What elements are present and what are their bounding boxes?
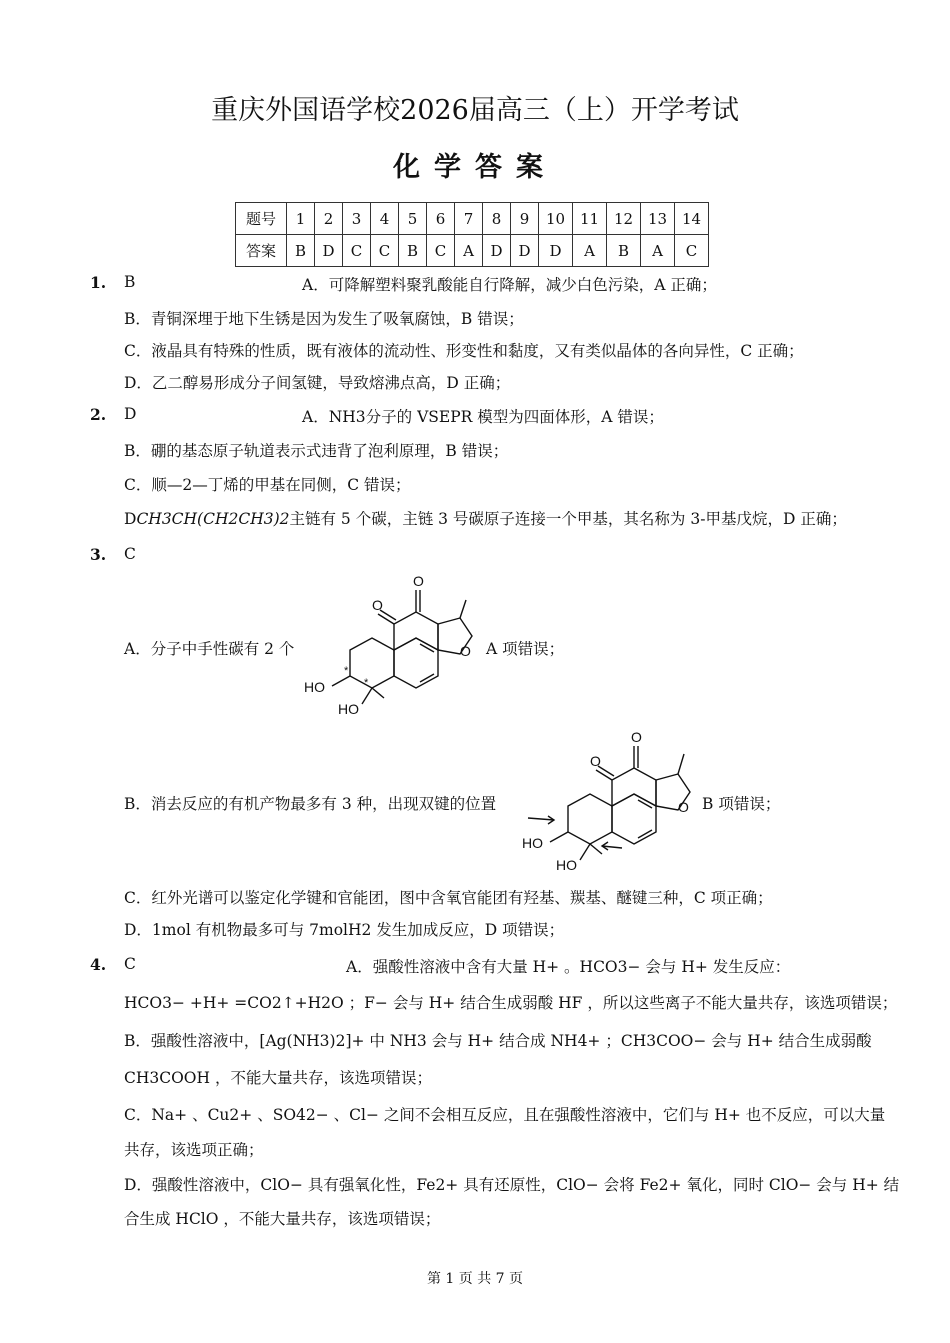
table-cell: D bbox=[511, 235, 539, 267]
hydroxyl-label: HO bbox=[304, 679, 325, 695]
explanation-line: C．顺—2—丁烯的甲基在同侧，C 错误； bbox=[124, 476, 411, 494]
explanation-line bbox=[124, 507, 847, 529]
table-cell: B bbox=[399, 235, 427, 267]
explanation-line: C．液晶具有特殊的性质，既有液体的流动性、形变性和黏度，又有类似晶体的各向异性，C 正确； bbox=[124, 342, 804, 360]
question-number: 3. bbox=[90, 545, 107, 564]
question-answer: B bbox=[124, 273, 136, 291]
question-number: 1. bbox=[90, 273, 107, 292]
oxygen-label: O bbox=[678, 799, 689, 815]
molecule-structure-a bbox=[300, 570, 490, 718]
table-cell: A bbox=[455, 235, 483, 267]
table-header-cell: 题号 bbox=[236, 203, 287, 235]
table-cell: B bbox=[607, 235, 641, 267]
explanation-line: B．强酸性溶液中，[Ag(NH3)2]+ 中 NH3 会与 H+ 结合成 NH4+ ；CH3COO− 会与 H+ 结合生成弱酸 bbox=[124, 1032, 872, 1050]
chiral-star: * bbox=[364, 677, 369, 689]
explanation-line: CH3COOH ，不能大量共存，该选项错误； bbox=[124, 1069, 432, 1087]
explanation-line: C．Na+ 、Cu2+ 、SO42− 、Cl− 之间不会相互反应，且在强酸性溶液中，它们与 H+ 也不反应，可以大量 bbox=[124, 1106, 886, 1124]
chiral-star: * bbox=[344, 665, 349, 677]
oxygen-label: O bbox=[413, 573, 424, 589]
table-cell: 7 bbox=[455, 203, 483, 235]
table-cell: 4 bbox=[371, 203, 399, 235]
hydroxyl-label: HO bbox=[522, 835, 543, 851]
explanation-line: A．分子中手性碳有 2 个 bbox=[124, 640, 295, 658]
option-label: A． bbox=[302, 408, 329, 426]
explanation-line: B．消去反应的有机产物最多有 3 种，出现双键的位置 bbox=[124, 795, 497, 813]
question-number: 4. bbox=[90, 955, 107, 974]
explanation-line: B．硼的基态原子轨道表示式违背了泡利原理，B 错误； bbox=[124, 442, 509, 460]
answer-table-number-row bbox=[236, 203, 709, 235]
explanation-line: D．乙二醇易形成分子间氢键，导致熔沸点高，D 正确； bbox=[124, 374, 511, 392]
table-cell: D bbox=[483, 235, 511, 267]
oxygen-label: O bbox=[631, 729, 642, 745]
table-cell: A bbox=[641, 235, 675, 267]
explanation-line: D．1mol 有机物最多可与 7molH2 发生加成反应，D 项错误； bbox=[124, 921, 565, 939]
table-cell: 9 bbox=[511, 203, 539, 235]
table-cell: C bbox=[427, 235, 455, 267]
table-cell: C bbox=[371, 235, 399, 267]
table-cell: 12 bbox=[607, 203, 641, 235]
option-label: D bbox=[124, 510, 137, 528]
table-cell: C bbox=[675, 235, 709, 267]
chemical-formula: NH3 bbox=[328, 408, 366, 426]
page-title: 重庆外国语学校2026届高三（上）开学考试 bbox=[211, 95, 739, 126]
question-answer: C bbox=[124, 545, 136, 563]
question-answer: D bbox=[124, 405, 137, 423]
explanation-line bbox=[302, 405, 664, 427]
explanation-line: HCO3− +H+ =CO2↑+H2O ；F− 会与 H+ 结合生成弱酸 HF ，所以这些离子不能大量共存，该选项错误； bbox=[124, 994, 898, 1012]
page-subtitle: 化学答案 bbox=[393, 152, 557, 183]
answer-table-answer-row bbox=[236, 235, 709, 267]
molecule-structure-b bbox=[518, 718, 708, 878]
table-cell: 11 bbox=[573, 203, 607, 235]
question-number: 2. bbox=[90, 405, 107, 424]
explanation-line: A 项错误； bbox=[486, 640, 565, 658]
table-cell: 5 bbox=[399, 203, 427, 235]
table-cell: 10 bbox=[539, 203, 573, 235]
table-cell: 1 bbox=[287, 203, 315, 235]
oxygen-label: O bbox=[372, 597, 383, 613]
table-cell: 13 bbox=[641, 203, 675, 235]
table-cell: 6 bbox=[427, 203, 455, 235]
table-cell: 3 bbox=[343, 203, 371, 235]
table-cell: D bbox=[315, 235, 343, 267]
answer-table bbox=[235, 202, 709, 267]
explanation-text: 主链有 5 个碳，主链 3 号碳原子连接一个甲基，其名称为 3-甲基戊烷，D 正确； bbox=[289, 510, 847, 528]
table-cell: 2 bbox=[315, 203, 343, 235]
table-header-cell: 答案 bbox=[236, 235, 287, 267]
page-footer: 第 1 页 共 7 页 bbox=[426, 1271, 524, 1287]
explanation-line: D．强酸性溶液中，ClO− 具有强氧化性，Fe2+ 具有还原性，ClO− 会将 Fe2+ 氧化，同时 ClO− 会与 H+ 结 bbox=[124, 1176, 900, 1194]
explanation-line: 合生成 HClO ，不能大量共存，该选项错误； bbox=[124, 1210, 441, 1228]
table-cell: 8 bbox=[483, 203, 511, 235]
explanation-line: A．强酸性溶液中含有大量 H+ 。HCO3− 会与 H+ 发生反应： bbox=[346, 958, 791, 976]
hydroxyl-label: HO bbox=[338, 701, 359, 717]
explanation-line: C．红外光谱可以鉴定化学键和官能团，图中含氧官能团有羟基、羰基、醚键三种，C 项正确； bbox=[124, 889, 773, 907]
hydroxyl-label: HO bbox=[556, 857, 577, 873]
table-cell: A bbox=[573, 235, 607, 267]
explanation-line: 共存，该选项正确； bbox=[124, 1141, 264, 1159]
explanation-text: 分子的 VSEPR 模型为四面体形，A 错误； bbox=[365, 408, 664, 426]
table-cell: D bbox=[539, 235, 573, 267]
chemical-formula: CH3CH(CH2CH3)2 bbox=[136, 510, 290, 528]
oxygen-label: O bbox=[590, 753, 601, 769]
question-answer: C bbox=[124, 955, 136, 973]
table-cell: C bbox=[343, 235, 371, 267]
oxygen-label: O bbox=[460, 643, 471, 659]
explanation-line: A．可降解塑料聚乳酸能自行降解，减少白色污染，A 正确； bbox=[302, 276, 717, 294]
table-cell: B bbox=[287, 235, 315, 267]
table-cell: 14 bbox=[675, 203, 709, 235]
explanation-line: B 项错误； bbox=[702, 795, 781, 813]
explanation-line: B．青铜深埋于地下生锈是因为发生了吸氧腐蚀，B 错误； bbox=[124, 310, 524, 328]
